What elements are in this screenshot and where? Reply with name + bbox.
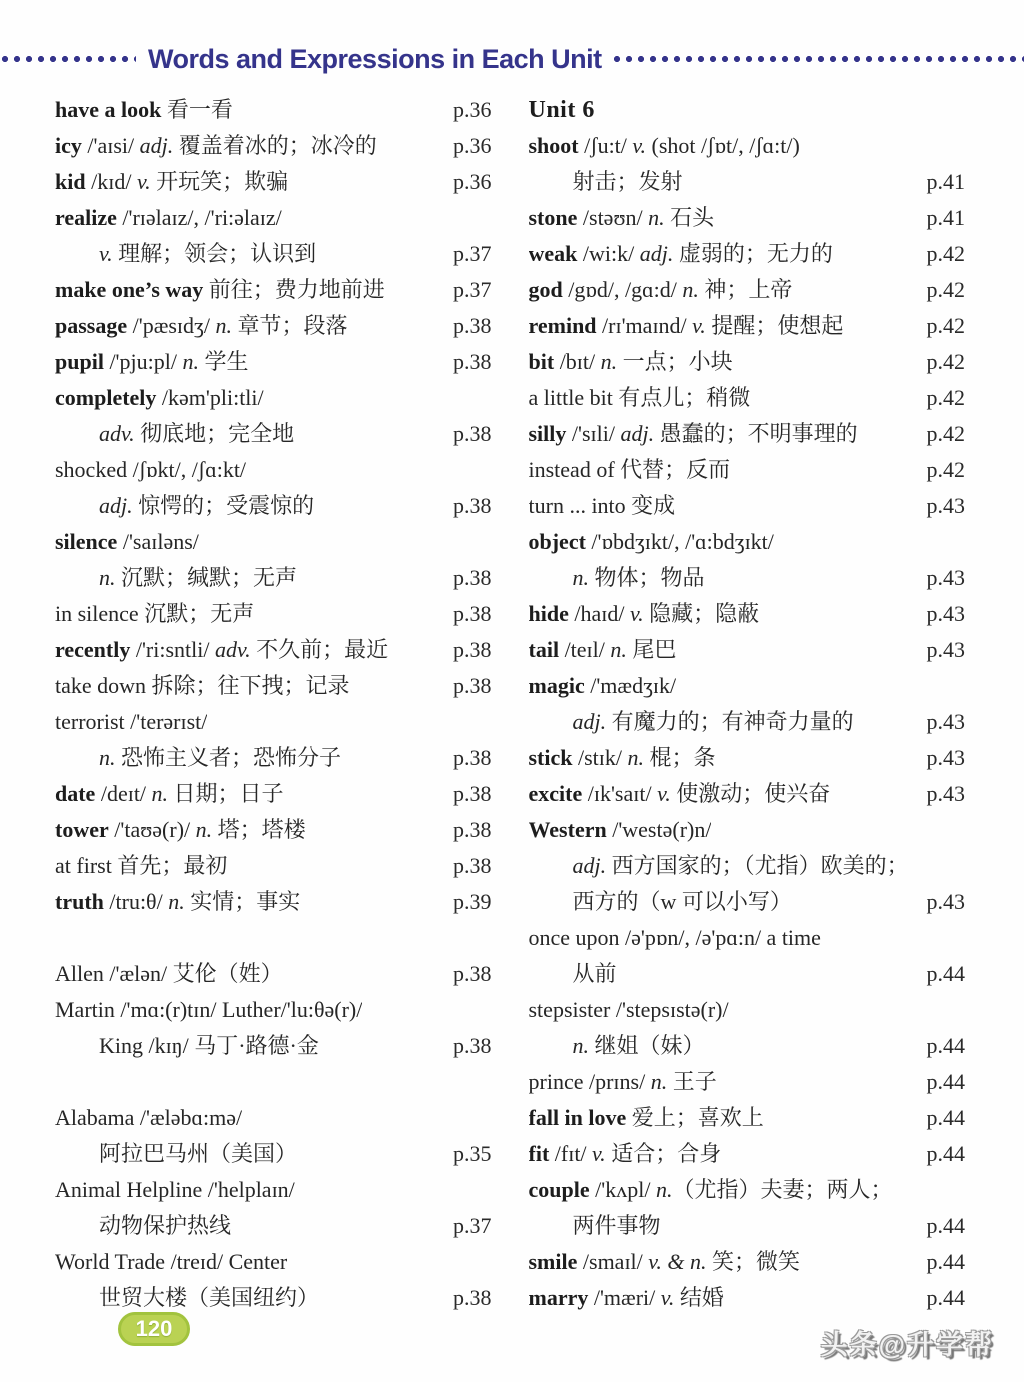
entry-line bbox=[55, 308, 492, 344]
page-ref: p.44 bbox=[926, 1033, 965, 1058]
entry-line bbox=[55, 992, 492, 1028]
entry-text: prince /prɪns/ n. 王子 bbox=[528, 1069, 717, 1094]
page-ref: p.41 bbox=[926, 169, 965, 194]
page-ref: p.38 bbox=[453, 817, 492, 842]
left-column bbox=[55, 92, 492, 1316]
entry-text: n. 沉默；缄默；无声 bbox=[99, 565, 298, 590]
page-ref: p.36 bbox=[453, 169, 492, 194]
entry-text: terrorist /'terərɪst/ bbox=[55, 709, 208, 734]
entry-text: hide /haɪd/ v. 隐藏；隐蔽 bbox=[528, 601, 760, 626]
entry-line bbox=[55, 1244, 492, 1280]
page-ref: p.42 bbox=[926, 385, 965, 410]
entry-line bbox=[55, 236, 492, 272]
entry-text: 从前 bbox=[572, 961, 617, 986]
entry-line bbox=[529, 668, 966, 704]
entry-line bbox=[55, 668, 492, 704]
entry-text: remind /rɪ'maɪnd/ v. 提醒；使想起 bbox=[528, 313, 844, 338]
entry-line bbox=[55, 740, 492, 776]
entry-text: Allen /'ælən/ 艾伦（姓） bbox=[55, 961, 283, 986]
entry-text: shocked /ʃɒkt/, /ʃɑ:kt/ bbox=[55, 457, 247, 482]
entry-text: 阿拉巴马州（美国） bbox=[99, 1141, 298, 1166]
page-ref: p.38 bbox=[453, 637, 492, 662]
entry-line bbox=[529, 236, 966, 272]
page-ref: p.38 bbox=[453, 421, 492, 446]
entry-text: at first 首先；最初 bbox=[55, 853, 228, 878]
entry-text: excite /ɪk'saɪt/ v. 使激动；使兴奋 bbox=[528, 781, 831, 806]
entry-text: passage /'pæsɪdʒ/ n. 章节；段落 bbox=[55, 313, 348, 338]
entry-line bbox=[55, 812, 492, 848]
entry-line bbox=[55, 1028, 492, 1064]
page-ref: p.42 bbox=[926, 241, 965, 266]
entry-line bbox=[55, 884, 492, 920]
entry-line bbox=[529, 560, 966, 596]
entry-line bbox=[55, 272, 492, 308]
entry-line bbox=[55, 200, 492, 236]
entry-line bbox=[529, 1100, 966, 1136]
page-ref: p.38 bbox=[453, 961, 492, 986]
page-ref: p.37 bbox=[453, 1213, 492, 1238]
entry-text: 射击；发射 bbox=[572, 169, 683, 194]
page-ref: p.38 bbox=[453, 565, 492, 590]
entry-text: fall in love 爱上；喜欢上 bbox=[528, 1105, 764, 1130]
entry-text: date /deɪt/ n. 日期；日子 bbox=[55, 781, 284, 806]
entry-text: completely /kəm'pli:tli/ bbox=[55, 385, 264, 410]
entry-line bbox=[55, 560, 492, 596]
page-ref: p.42 bbox=[926, 457, 965, 482]
entry-line bbox=[55, 488, 492, 524]
entry-line bbox=[529, 488, 966, 524]
entry-line bbox=[55, 1136, 492, 1172]
page-ref: p.42 bbox=[926, 421, 965, 446]
page-ref: p.37 bbox=[453, 241, 492, 266]
unit-heading bbox=[529, 92, 966, 128]
entry-text: Alabama /'æləbɑ:mə/ bbox=[55, 1105, 243, 1130]
entry-text: bit /bɪt/ n. 一点；小块 bbox=[528, 349, 733, 374]
entry-line bbox=[529, 704, 966, 740]
page-ref: p.39 bbox=[453, 889, 492, 914]
entry-text: Martin /'mɑ:(r)tɪn/ Luther/'lu:θə(r)/ bbox=[55, 997, 363, 1022]
entry-text: magic /'mædʒɪk/ bbox=[528, 673, 677, 698]
page-header bbox=[0, 0, 1024, 76]
entry-text: Animal Helpline /'helplaɪn/ bbox=[55, 1177, 295, 1202]
watermark: 头条@升学帮 bbox=[820, 1330, 994, 1360]
entry-gap bbox=[55, 1064, 492, 1100]
entry-line bbox=[529, 200, 966, 236]
entry-line bbox=[529, 524, 966, 560]
entry-text: silly /'sɪli/ adj. 愚蠢的；不明事理的 bbox=[528, 421, 858, 446]
entry-line bbox=[55, 848, 492, 884]
page-ref: p.43 bbox=[926, 889, 965, 914]
entry-text: silence /'saɪləns/ bbox=[55, 529, 199, 554]
entry-text: make one’s way 前往；费力地前进 bbox=[55, 277, 385, 302]
page-ref: p.44 bbox=[926, 1249, 965, 1274]
entry-line bbox=[529, 632, 966, 668]
entry-line bbox=[529, 956, 966, 992]
page-ref: p.43 bbox=[926, 745, 965, 770]
entry-text: truth /tru:θ/ n. 实情；事实 bbox=[55, 889, 301, 914]
page-ref: p.44 bbox=[926, 1105, 965, 1130]
entry-text: object /'ɒbdʒɪkt/, /'ɑ:bdʒɪkt/ bbox=[528, 529, 774, 554]
entry-text: 世贸大楼（美国纽约） bbox=[99, 1285, 320, 1310]
entry-line bbox=[55, 380, 492, 416]
entry-line bbox=[55, 704, 492, 740]
entry-text: adj. 西方国家的；（尤指）欧美的； bbox=[572, 853, 909, 878]
entry-line bbox=[55, 128, 492, 164]
entry-gap bbox=[55, 920, 492, 956]
entry-text: tail /teɪl/ n. 尾巴 bbox=[528, 637, 677, 662]
page-ref: p.38 bbox=[453, 313, 492, 338]
entry-text: 两件事物 bbox=[572, 1213, 661, 1238]
entry-line bbox=[55, 344, 492, 380]
page-ref: p.43 bbox=[926, 781, 965, 806]
entry-line bbox=[529, 1208, 966, 1244]
entry-text: n. 继姐（妹） bbox=[572, 1033, 705, 1058]
entry-text: instead of 代替；反而 bbox=[528, 457, 731, 482]
entry-text: smile /smaɪl/ v. & n. 笑；微笑 bbox=[528, 1249, 801, 1274]
page-ref: p.41 bbox=[926, 205, 965, 230]
entry-text: take down 拆除；往下拽；记录 bbox=[55, 673, 350, 698]
entry-text: stepsister /'stepsɪstə(r)/ bbox=[528, 997, 729, 1022]
page-ref: p.44 bbox=[926, 1069, 965, 1094]
entry-line bbox=[529, 992, 966, 1028]
page-ref: p.43 bbox=[926, 601, 965, 626]
entry-line bbox=[529, 380, 966, 416]
entry-text: have a look 看一看 bbox=[55, 97, 233, 122]
entry-line bbox=[529, 344, 966, 380]
page-title: Words and Expressions in Each Unit bbox=[148, 43, 602, 74]
dotted-rule-left bbox=[0, 55, 136, 63]
entry-line bbox=[529, 776, 966, 812]
entry-text: Western /'westə(r)n/ bbox=[528, 817, 712, 842]
page-ref: p.43 bbox=[926, 565, 965, 590]
entry-line bbox=[55, 416, 492, 452]
page-ref: p.38 bbox=[453, 1033, 492, 1058]
page-ref: p.44 bbox=[926, 1213, 965, 1238]
entry-line bbox=[529, 1136, 966, 1172]
entry-text: realize /'rɪəlaɪz/, /'ri:əlaɪz/ bbox=[55, 205, 282, 230]
entry-text: stick /stɪk/ n. 棍；条 bbox=[528, 745, 716, 770]
dotted-rule-right bbox=[612, 55, 1024, 63]
entry-line bbox=[529, 848, 966, 884]
page-ref: p.38 bbox=[453, 1285, 492, 1310]
entry-line bbox=[55, 524, 492, 560]
entry-line bbox=[55, 956, 492, 992]
entry-line bbox=[55, 1280, 492, 1316]
entry-line bbox=[529, 920, 966, 956]
entry-text: 动物保护热线 bbox=[99, 1213, 232, 1238]
entry-line bbox=[55, 1172, 492, 1208]
entry-line bbox=[529, 1064, 966, 1100]
entry-text: 西方的（w 可以小写） bbox=[572, 889, 792, 914]
entry-text: tower /'taʊə(r)/ n. 塔；塔楼 bbox=[55, 817, 306, 842]
entry-text: v. 理解；领会；认识到 bbox=[99, 241, 317, 266]
entry-text: adj. 有魔力的；有神奇力量的 bbox=[572, 709, 854, 734]
entry-text: once upon /ə'pɒn/, /ə'pɑ:n/ a time bbox=[528, 925, 821, 950]
entry-line bbox=[529, 596, 966, 632]
page-ref: p.36 bbox=[453, 97, 492, 122]
entry-line bbox=[529, 128, 966, 164]
page-ref: p.38 bbox=[453, 601, 492, 626]
entry-text: King /kɪŋ/ 马丁·路德·金 bbox=[99, 1033, 319, 1058]
entry-text: marry /'mæri/ v. 结婚 bbox=[528, 1285, 724, 1310]
entry-line bbox=[529, 1172, 966, 1208]
page-ref: p.38 bbox=[453, 349, 492, 374]
page-ref: p.36 bbox=[453, 133, 492, 158]
entry-line bbox=[529, 1244, 966, 1280]
entry-line bbox=[529, 740, 966, 776]
page-ref: p.37 bbox=[453, 277, 492, 302]
entry-text: kid /kɪd/ v. 开玩笑；欺骗 bbox=[55, 169, 289, 194]
page-ref: p.38 bbox=[453, 781, 492, 806]
entry-text: pupil /'pju:pl/ n. 学生 bbox=[55, 349, 249, 374]
page-ref: p.38 bbox=[453, 853, 492, 878]
entry-line bbox=[529, 812, 966, 848]
page-ref: p.43 bbox=[926, 637, 965, 662]
page-number-badge: 120 bbox=[118, 1312, 190, 1346]
page-ref: p.42 bbox=[926, 313, 965, 338]
page-ref: p.38 bbox=[453, 745, 492, 770]
page-ref: p.38 bbox=[453, 493, 492, 518]
page-ref: p.43 bbox=[926, 493, 965, 518]
entry-text: in silence 沉默；无声 bbox=[55, 601, 255, 626]
entry-text: fit /fɪt/ v. 适合；合身 bbox=[528, 1141, 722, 1166]
entry-text: couple /'kʌpl/ n.（尤指）夫妻；两人； bbox=[528, 1177, 893, 1202]
entry-line bbox=[55, 1100, 492, 1136]
entry-text: a little bit 有点儿；稍微 bbox=[528, 385, 751, 410]
page-ref: p.44 bbox=[926, 961, 965, 986]
entry-text: n. 物体；物品 bbox=[572, 565, 705, 590]
entry-line bbox=[55, 452, 492, 488]
entry-line bbox=[529, 164, 966, 200]
page-ref: p.42 bbox=[926, 277, 965, 302]
entry-line bbox=[55, 164, 492, 200]
entry-text: shoot /ʃu:t/ v. (shot /ʃɒt/, /ʃɑ:t/) bbox=[528, 133, 800, 158]
entry-line bbox=[529, 1280, 966, 1316]
entry-text: World Trade /treɪd/ Center bbox=[55, 1249, 288, 1274]
page-ref: p.44 bbox=[926, 1141, 965, 1166]
entry-line bbox=[529, 308, 966, 344]
entry-line bbox=[55, 596, 492, 632]
entry-line bbox=[529, 272, 966, 308]
entry-text: Unit 6 bbox=[528, 97, 595, 123]
entry-text: turn ... into 变成 bbox=[528, 493, 676, 518]
entry-line bbox=[55, 776, 492, 812]
vocabulary-columns bbox=[0, 76, 1024, 1316]
entry-line bbox=[55, 1208, 492, 1244]
entry-line bbox=[529, 884, 966, 920]
entry-text: adv. 彻底地；完全地 bbox=[99, 421, 295, 446]
entry-line bbox=[529, 452, 966, 488]
page-ref: p.35 bbox=[453, 1141, 492, 1166]
page-ref: p.38 bbox=[453, 673, 492, 698]
right-column bbox=[529, 92, 966, 1316]
entry-line bbox=[529, 1028, 966, 1064]
entry-text: recently /'ri:sntli/ adv. 不久前；最近 bbox=[55, 637, 389, 662]
entry-text: weak /wi:k/ adj. 虚弱的；无力的 bbox=[528, 241, 833, 266]
page-ref: p.43 bbox=[926, 709, 965, 734]
entry-text: stone /stəʊn/ n. 石头 bbox=[528, 205, 715, 230]
entry-line bbox=[529, 416, 966, 452]
entry-text: n. 恐怖主义者；恐怖分子 bbox=[99, 745, 342, 770]
entry-text: icy /'aɪsi/ adj. 覆盖着冰的；冰冷的 bbox=[55, 133, 377, 158]
entry-line bbox=[55, 632, 492, 668]
page-ref: p.42 bbox=[926, 349, 965, 374]
page-ref: p.44 bbox=[926, 1285, 965, 1310]
entry-text: adj. 惊愕的；受震惊的 bbox=[99, 493, 315, 518]
entry-line bbox=[55, 92, 492, 128]
entry-text: god /gɒd/, /gɑ:d/ n. 神；上帝 bbox=[528, 277, 793, 302]
